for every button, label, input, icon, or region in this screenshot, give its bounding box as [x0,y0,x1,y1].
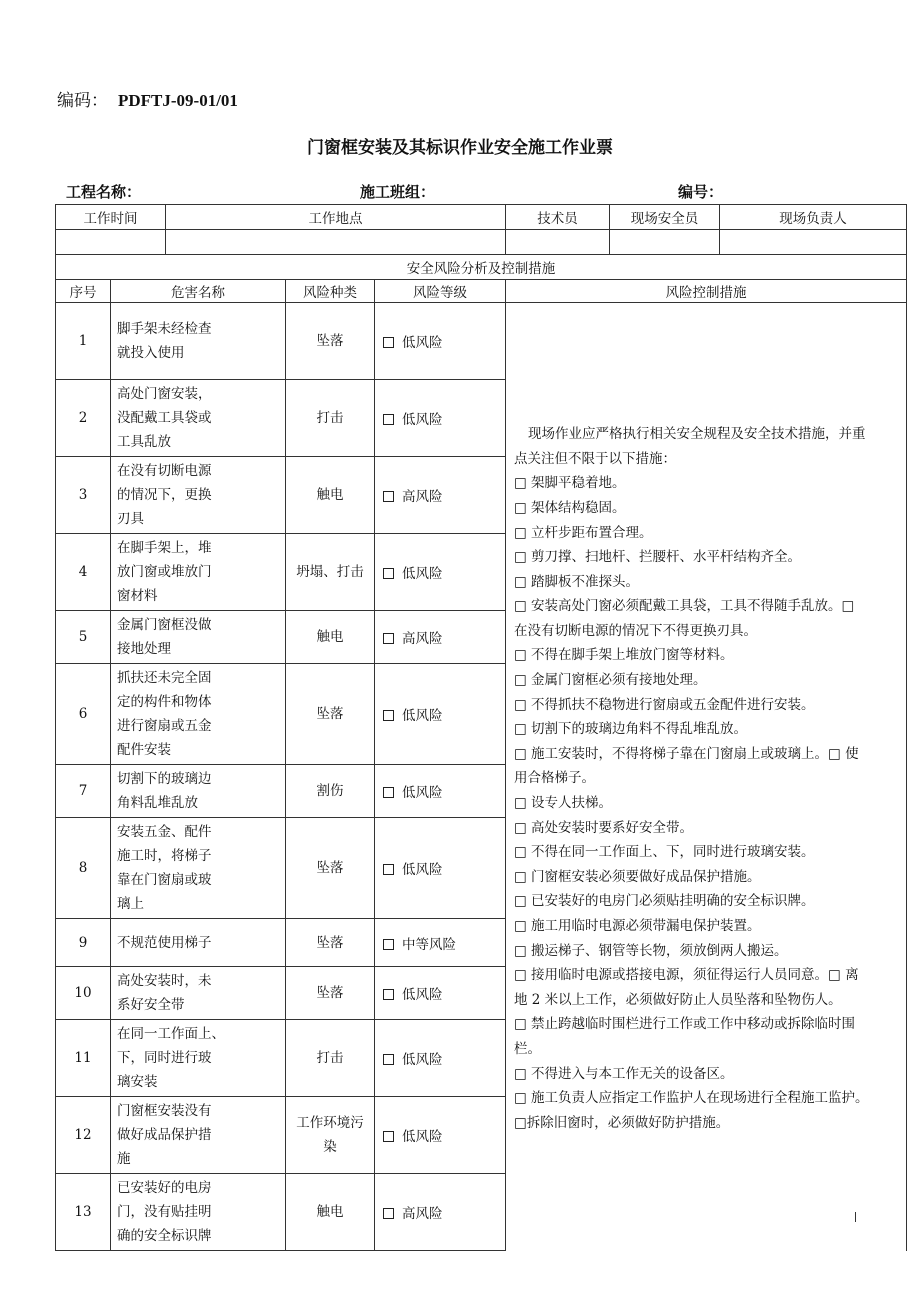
row-number: 9 [56,919,111,967]
row-number: 13 [56,1174,111,1251]
hazard-name [111,919,286,967]
risk-type [286,967,375,1020]
risk-level-text: 低风险 [402,862,443,878]
risk-level-text: 低风险 [402,987,443,1003]
checkbox-icon[interactable] [383,414,394,425]
risk-type [286,919,375,967]
checkbox-icon[interactable] [383,989,394,1000]
hazard-line: 没配戴工具袋或 [117,410,212,426]
hazard-line: 已安装好的电房 [117,1180,212,1196]
hazard-line: 靠在门窗扇或玻 [117,872,212,888]
risk-level [375,303,506,380]
hazard-line: 放门窗或堆放门 [117,564,212,580]
checkbox-icon[interactable] [383,1208,394,1219]
row-number: 1 [56,303,111,380]
hazard-name [111,534,286,611]
hazard-line: 下，同时进行玻 [117,1050,212,1066]
risk-type [286,611,375,664]
risk-type-line: 坠落 [316,985,344,1001]
hazard-line: 就投入使用 [117,345,185,361]
hazard-line: 在同一工作面上、 [117,1026,225,1042]
risk-type-line: 割伤 [316,783,344,799]
hazard-line: 抓扶还未完全固 [117,670,212,686]
risk-level [375,967,506,1020]
team-label: 施工班组： [360,183,436,201]
checkbox-icon[interactable] [383,633,394,644]
risk-level-text: 低风险 [402,566,443,582]
row-number: 12 [56,1097,111,1174]
measure-line: □ 立杆步距布置合理。 [514,524,653,541]
document-code [57,86,238,111]
risk-type-line: 打击 [316,410,344,426]
row-number: 6 [56,664,111,765]
info-value-cell[interactable] [56,230,166,255]
risk-level [375,1097,506,1174]
row-number: 11 [56,1020,111,1097]
risk-type [286,1020,375,1097]
measure-line: □ 搬运梯子、钢管等长物，须放倒两人搬运。 [514,942,788,959]
code-value: PDFTJ-09-01/01 [118,91,238,110]
column-header: 风险种类 [286,280,375,303]
measure-line: □ 设专人扶梯。 [514,795,613,812]
risk-type-line: 坍塌、打击 [296,564,364,580]
measure-line: □ 施工用临时电源必须带漏电保护装置。 [514,918,761,935]
risk-row [56,303,907,380]
risk-type [286,818,375,919]
hazard-line: 进行窗扇或五金 [117,718,212,734]
hazard-line: 在没有切断电源 [117,463,212,479]
measure-line: 现场作业应严格执行相关安全规程及安全技术措施，并重 [528,426,866,443]
risk-level [375,765,506,818]
risk-level [375,534,506,611]
checkbox-icon[interactable] [383,1054,394,1065]
measure-line: □ 剪刀撑、扫地杆、拦腰杆、水平杆结构齐全。 [514,549,802,566]
checkbox-icon[interactable] [383,337,394,348]
risk-level [375,664,506,765]
measure-line: □ 已安装好的电房门必须贴挂明确的安全标识牌。 [514,893,815,910]
checkbox-icon[interactable] [383,939,394,950]
info-header-cell: 现场负责人 [720,205,907,230]
risk-type-line: 坠落 [316,860,344,876]
column-header: 风险等级 [375,280,506,303]
info-value-cell[interactable] [166,230,506,255]
risk-type-line: 坠落 [316,333,344,349]
measure-line: □ 安装高处门窗必须配戴工具袋，工具不得随手乱放。□ [514,598,855,615]
risk-type-line: 坠落 [316,706,344,722]
risk-level-text: 低风险 [402,1052,443,1068]
checkbox-icon[interactable] [383,1131,394,1142]
info-value-cell[interactable] [610,230,720,255]
measure-line: □ 门窗框安装必须要做好成品保护措施。 [514,868,761,885]
hazard-line: 角料乱堆乱放 [117,795,198,811]
measure-line: □ 施工负责人应指定工作监护人在现场进行全程施工监护。 [514,1090,869,1107]
hazard-line: 金属门窗框没做 [117,617,212,633]
risk-type [286,303,375,380]
info-value-row [56,230,907,255]
hazard-name [111,611,286,664]
hazard-line: 施 [117,1151,131,1167]
column-header: 序号 [56,280,111,303]
hazard-line: 高处安装时，未 [117,973,212,989]
hazard-line: 施工时，将梯子 [117,848,212,864]
hazard-name [111,664,286,765]
section-title: 安全风险分析及控制措施 [56,255,907,280]
measure-line: 在没有切断电源的情况下不得更换刃具。 [514,622,758,639]
row-number: 8 [56,818,111,919]
row-number: 7 [56,765,111,818]
hazard-line: 系好安全带 [117,997,185,1013]
risk-level [375,1174,506,1251]
risk-type-line: 触电 [316,1204,344,1220]
row-number: 4 [56,534,111,611]
hazard-line: 璃安装 [117,1074,158,1090]
risk-level [375,818,506,919]
hazard-line: 刃具 [117,511,144,527]
hazard-line: 高处门窗安装， [117,386,212,402]
risk-type [286,457,375,534]
risk-rows [56,303,907,1251]
hazard-line: 配件安装 [117,742,171,758]
info-header-cell: 工作地点 [166,205,506,230]
hazard-line: 不规范使用梯子 [117,934,212,951]
info-header-cell: 现场安全员 [610,205,720,230]
checkbox-icon[interactable] [383,710,394,721]
risk-type [286,534,375,611]
risk-level [375,1020,506,1097]
measure-line: 栏。 [514,1040,542,1057]
hazard-line: 脚手架未经检查 [117,321,212,337]
info-header-cell: 技术员 [506,205,610,230]
measure-line: □ 禁止跨越临时围栏进行工作或工作中移动或拆除临时围 [514,1016,856,1033]
risk-level [375,611,506,664]
risk-level-text: 低风险 [402,335,443,351]
checkbox-icon[interactable] [383,864,394,875]
risk-type [286,664,375,765]
measure-line: □ 不得在脚手架上堆放门窗等材料。 [514,647,734,664]
hazard-line: 定的构件和物体 [117,694,212,710]
hazard-line: 做好成品保护措 [117,1127,212,1143]
number-label: 编号： [678,183,724,201]
measure-line: 点关注但不限于以下措施： [514,450,677,467]
project-name-label: 工程名称： [66,183,142,201]
risk-level-text: 中等风险 [402,936,456,953]
hazard-line: 门窗框安装没有 [117,1103,212,1119]
checkbox-icon[interactable] [383,491,394,502]
measure-line: 用合格梯子。 [514,770,596,787]
row-number: 5 [56,611,111,664]
risk-level-text: 高风险 [402,1206,443,1222]
measure-line: □ 金属门窗框必须有接地处理。 [514,672,707,689]
risk-level-text: 低风险 [402,1129,443,1145]
measure-line: □ 踏脚板不准探头。 [514,573,640,590]
measure-line: □ 接用临时电源或搭接电源，须征得运行人员同意。□ 离 [514,967,859,984]
measure-line: 地 2 米以上工作，必须做好防止人员坠落和坠物伤人。 [514,991,842,1008]
risk-level-text: 低风险 [402,708,443,724]
hazard-line: 确的安全标识牌 [117,1228,212,1244]
hazard-name [111,457,286,534]
risk-level [375,919,506,967]
risk-type-line: 染 [323,1139,337,1155]
hazard-line: 门，没有贴挂明 [117,1204,212,1220]
work-permit-table [55,204,907,1251]
hazard-line: 接地处理 [117,641,171,657]
hazard-name [111,303,286,380]
hazard-line: 工具乱放 [117,434,171,450]
risk-type-line: 工作环境污 [296,1115,364,1131]
risk-type [286,380,375,457]
hazard-line: 切割下的玻璃边 [117,771,212,787]
measure-line: □ 不得抓扶不稳物进行窗扇或五金配件进行安装。 [514,696,815,713]
column-header-row [56,280,907,303]
measure-line: □ 架脚平稳着地。 [514,475,626,492]
info-header-cell: 工作时间 [56,205,166,230]
hazard-name [111,967,286,1020]
risk-type [286,1097,375,1174]
row-number: 2 [56,380,111,457]
hazard-name [111,1020,286,1097]
risk-level-text: 高风险 [402,631,443,647]
code-label: 编码： [57,91,108,111]
section-title-row [56,255,907,280]
table-edge [855,1212,856,1222]
measure-line: □ 不得在同一工作面上、下，同时进行玻璃安装。 [514,844,815,861]
risk-level-text: 低风险 [402,412,443,428]
measure-line: □拆除旧窗时，必须做好防护措施。 [514,1114,730,1131]
risk-level-text: 高风险 [402,489,443,505]
risk-level [375,457,506,534]
page-title: 门窗框安装及其标识作业安全施工作业票 [307,138,613,158]
risk-type-line: 触电 [316,487,344,503]
hazard-line: 在脚手架上，堆 [117,540,212,556]
measure-line: □ 施工安装时，不得将梯子靠在门窗扇上或玻璃上。□ 使 [514,745,859,762]
hazard-name [111,1174,286,1251]
row-number: 3 [56,457,111,534]
column-header: 危害名称 [111,280,286,303]
checkbox-icon[interactable] [383,568,394,579]
hazard-name [111,1097,286,1174]
measure-line: □ 切割下的玻璃边角料不得乱堆乱放。 [514,721,748,738]
row-number: 10 [56,967,111,1020]
hazard-line: 窗材料 [117,588,158,604]
risk-type [286,765,375,818]
risk-level [375,380,506,457]
hazard-name [111,765,286,818]
info-value-cell[interactable] [506,230,610,255]
hazard-name [111,380,286,457]
hazard-line: 的情况下，更换 [117,487,212,503]
hazard-name [111,818,286,919]
column-header: 风险控制措施 [506,280,907,303]
measure-line: □ 高处安装时要系好安全带。 [514,819,694,836]
risk-type-line: 打击 [316,1050,344,1066]
hazard-line: 安装五金、配件 [117,824,212,840]
risk-level-text: 低风险 [402,785,443,801]
control-measures [506,303,907,1251]
checkbox-icon[interactable] [383,787,394,798]
hazard-line: 璃上 [117,896,144,912]
measure-line: □ 不得进入与本工作无关的设备区。 [514,1065,734,1082]
risk-type-line: 坠落 [316,934,344,951]
risk-type [286,1174,375,1251]
info-header-row [56,205,907,230]
risk-type-line: 触电 [316,629,344,645]
info-value-cell[interactable] [720,230,907,255]
measure-line: □ 架体结构稳固。 [514,499,626,516]
